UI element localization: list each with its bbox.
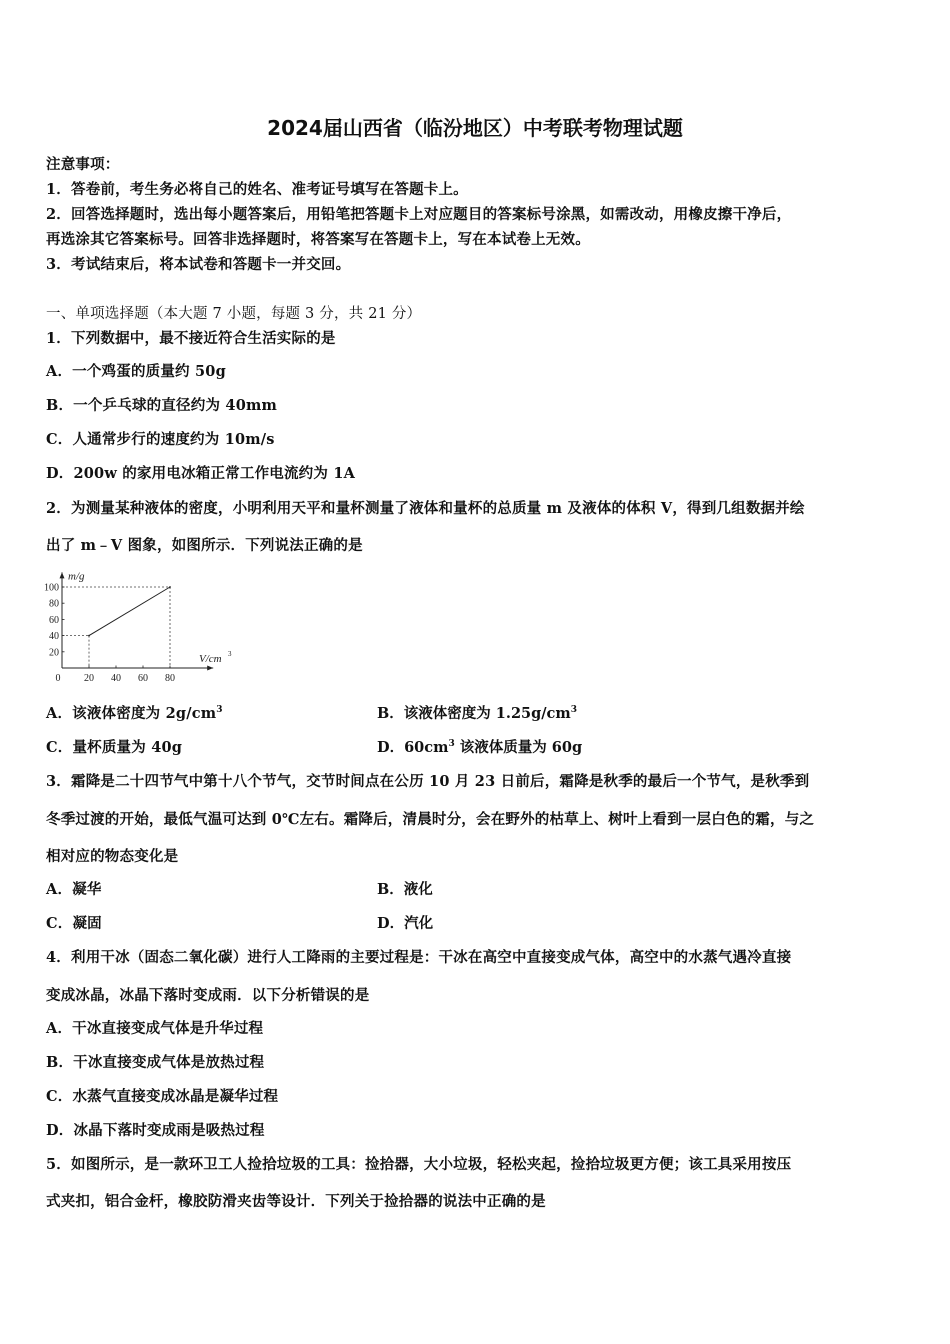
q4-stem-2: 变成冰晶，冰晶下落时变成雨．以下分析错误的是 — [46, 987, 370, 1004]
y-tick-label-80: 80 — [49, 598, 59, 610]
notice-heading: 注意事项： — [46, 156, 120, 173]
q3-option-c: C．凝固 — [46, 915, 102, 932]
q1-option-a: A．一个鸡蛋的质量约 50g — [46, 363, 226, 380]
x-axis-label: V/cm — [199, 653, 222, 665]
notice-item-2: 2．回答选择题时，选出每小题答案后，用铅笔把答题卡上对应题目的答案标号涂黑，如需改动，用橡皮擦干净后， — [46, 206, 792, 223]
chart-labels — [56, 570, 233, 684]
q2-option-d-text: D．60cm — [377, 739, 449, 756]
notice-item-1: 1．答卷前，考生务必将自己的姓名、准考证号填写在答题卡上。 — [46, 181, 468, 198]
q2-option-d-sup: 3 — [448, 739, 455, 750]
notice-item-3: 3．考试结束后，将本试卷和答题卡一并交回。 — [46, 256, 351, 273]
y-tick-label-100: 100 — [44, 582, 59, 594]
q2-option-a-sup: 3 — [216, 705, 223, 716]
y-tick-label-20: 20 — [49, 647, 59, 659]
q3-option-a: A．凝华 — [46, 881, 102, 898]
y-axis-label: m/g — [68, 570, 85, 583]
q2-option-b-sup: 3 — [570, 705, 577, 716]
data-point-0 — [88, 635, 90, 637]
chart-ticks — [44, 583, 175, 685]
x-tick-label-60: 60 — [138, 673, 148, 684]
q2-option-d — [377, 736, 582, 757]
data-line — [89, 587, 170, 636]
chart-guides — [62, 587, 170, 668]
x-axis-arrow — [207, 666, 213, 671]
q5-stem-1: 5．如图所示，是一款环卫工人捡拾垃圾的工具：捡拾器，大小垃圾，轻松夹起，捡拾垃圾更方便；该工具采用按压 — [46, 1156, 792, 1173]
y-axis-arrow — [60, 572, 65, 578]
q2-option-a — [46, 702, 223, 723]
q3-stem-2: 冬季过渡的开始，最低气温可达到 0℃左右。霜降后，清晨时分，会在野外的枯草上、树叶上看到一层白色的霜，与之 — [46, 811, 815, 828]
q2-option-c: C．量杯质量为 40g — [46, 739, 183, 756]
q3-option-d: D．汽化 — [377, 915, 434, 932]
q4-option-c: C．水蒸气直接变成冰晶是凝华过程 — [46, 1088, 279, 1105]
q1-stem: 1．下列数据中，最不接近符合生活实际的是 — [46, 330, 336, 347]
data-point-1 — [169, 586, 171, 588]
q2-option-b-text: B．该液体密度为 1.25g/cm — [377, 705, 571, 722]
q4-stem-1: 4．利用干冰（固态二氧化碳）进行人工降雨的主要过程是：干冰在高空中直接变成气体，高空中的水蒸气遇冷直接 — [46, 949, 792, 966]
q4-option-d: D．冰晶下落时变成雨是吸热过程 — [46, 1122, 265, 1139]
q4-option-a: A．干冰直接变成气体是升华过程 — [46, 1020, 264, 1037]
q1-option-c: C．人通常步行的速度约为 10m/s — [46, 431, 275, 448]
page-title: 2024届山西省（临汾地区）中考联考物理试题 — [267, 116, 683, 140]
q2-stem-1: 2．为测量某种液体的密度，小明利用天平和量杯测量了液体和量杯的总质量 m 及液体的体积 V，得到几组数据并绘 — [46, 500, 805, 517]
q3-stem-1: 3．霜降是二十四节气中第十八个节气，交节时间点在公历 10 月 23 日前后，霜降是秋季的最后一个节气，是秋季到 — [46, 773, 810, 790]
q2-stem-2: 出了 m﹣V 图象，如图所示．下列说法正确的是 — [46, 537, 363, 554]
q4-option-b: B．干冰直接变成气体是放热过程 — [46, 1054, 265, 1071]
x-tick-label-20: 20 — [84, 673, 94, 684]
q2-option-a-text: A．该液体密度为 2g/cm — [46, 705, 217, 722]
y-tick-label-40: 40 — [49, 631, 59, 643]
q2-option-b — [377, 702, 577, 723]
q3-option-b: B．液化 — [377, 881, 433, 898]
y-tick-label-60: 60 — [49, 614, 59, 626]
section-heading: 一、单项选择题（本大题 7 小题，每题 3 分，共 21 分） — [46, 306, 422, 322]
x-tick-label-40: 40 — [111, 673, 121, 684]
q1-option-d: D．200w 的家用电冰箱正常工作电流约为 1A — [46, 465, 356, 482]
x-axis-label-sup: 3 — [228, 650, 232, 658]
origin-label: 0 — [55, 673, 61, 684]
q3-stem-3: 相对应的物态变化是 — [46, 848, 179, 865]
q1-option-b: B．一个乒乓球的直径约为 40mm — [46, 397, 278, 414]
q2-option-d-text-2: 该液体质量为 60g — [454, 739, 583, 756]
chart-series — [88, 586, 171, 636]
q5-stem-2: 式夹扣，铝合金杆，橡胶防滑夹齿等设计．下列关于捡拾器的说法中正确的是 — [46, 1193, 546, 1210]
x-tick-label-80: 80 — [165, 673, 175, 684]
notice-item-2-cont: 再选涂其它答案标号。回答非选择题时，将答案写在答题卡上，写在本试卷上无效。 — [46, 231, 590, 248]
mv-chart — [40, 562, 240, 686]
